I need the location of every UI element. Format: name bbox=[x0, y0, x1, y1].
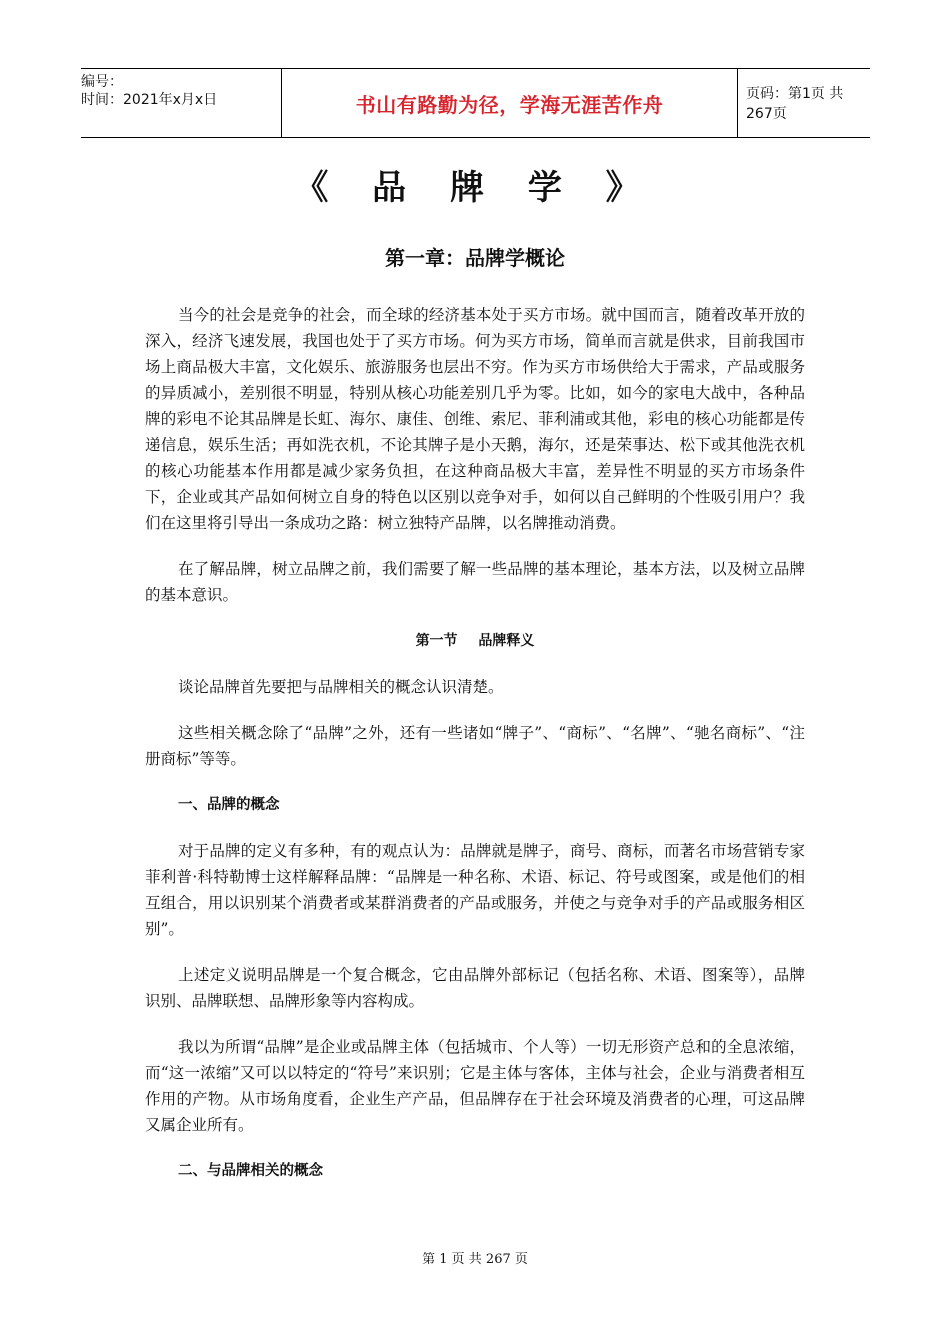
subheading: 一、品牌的概念 bbox=[178, 797, 280, 813]
chapter-heading: 第一章：品牌学概论 bbox=[385, 246, 565, 270]
paragraph: 这些相关概念除了“品牌”之外，还有一些诸如“牌子”、“商标”、“名牌”、“驰名商标”、“注册商标”等等。 bbox=[145, 724, 805, 768]
paragraph: 上述定义说明品牌是一个复合概念，它由品牌外部标记（包括名称、术语、图案等），品牌识别、品牌联想、品牌形象等内容构成。 bbox=[145, 966, 805, 1010]
serial-label: 编号： bbox=[81, 74, 123, 90]
paragraph: 当今的社会是竞争的社会，而全球的经济基本处于买方市场。就中国而言，随着改革开放的深入，经济飞速发展，我国也处于了买方市场。何为买方市场，简单而言就是供求，目前我国市场上商品极大丰富，文化娱乐、旅游服务也层出不穷。作为买方市场供给大于需求，产品或服务的异质减小，差别很不明显，特别从核心功能差别几乎为零。比如，如今的家电大战中，各种品牌的彩电不论其品牌是长虹、海尔、康佳、创维、索尼、菲利浦或其他，彩电的核心功能都是传递信息，娱乐生活；再如洗衣机，不论其牌子是小天鹅，海尔，还是荣事达、松下或其他洗衣机的核心功能基本作用都是减少家务负担，在这种商品极大丰富，差异性不明显的买方市场条件下，企业或其产品如何树立自身的特色以区别以竞争对手，如何以自己鲜明的个性吸引用户？我们在这里将引导出一条成功之路：树立独特产品牌，以名牌推动消费。 bbox=[145, 306, 805, 532]
date-line: 时间：2021年x月x日 bbox=[81, 92, 218, 108]
header-motto: 书山有路勤为径，学海无涯苦作舟 bbox=[355, 92, 664, 117]
header-page-info-cell bbox=[738, 69, 870, 137]
paragraph: 在了解品牌，树立品牌之前，我们需要了解一些品牌的基本理论，基本方法，以及树立品牌的基本意识。 bbox=[145, 560, 805, 604]
paragraph: 我以为所谓“品牌”是企业或品牌主体（包括城市、个人等）一切无形资产总和的全息浓缩，而“这一浓缩”又可以以特定的“符号”来识别；它是主体与客体，主体与社会，企业与消费者相互作用的产物。从市场角度看，企业生产产品，但品牌存在于社会环境及消费者的心理，可这品牌又属企业所有。 bbox=[145, 1038, 805, 1134]
subheading: 二、与品牌相关的概念 bbox=[178, 1163, 323, 1179]
header-meta bbox=[81, 69, 281, 137]
page-footer: 第 1 页 共 267 页 bbox=[422, 1252, 528, 1267]
paragraph: 对于品牌的定义有多种，有的观点认为：品牌就是牌子，商号、商标，而著名市场营销专家菲利普·科特勒博士这样解释品牌：“品牌是一种名称、术语、标记、符号或图案，或是他们的相互组合，用以识别某个消费者或某群消费者的产品或服务，并使之与竞争对手的产品或服务相区别”。 bbox=[145, 842, 805, 938]
document-body bbox=[145, 302, 805, 1204]
paragraph: 谈论品牌首先要把与品牌相关的概念认识清楚。 bbox=[178, 678, 504, 696]
document-header bbox=[81, 68, 870, 138]
header-motto-cell bbox=[281, 69, 738, 137]
header-page-info: 页码：第1页 共267页 bbox=[746, 86, 844, 122]
document-title: 《 品 牌 学 》 bbox=[294, 168, 656, 208]
section-heading: 第一节 品牌释义 bbox=[415, 633, 535, 649]
